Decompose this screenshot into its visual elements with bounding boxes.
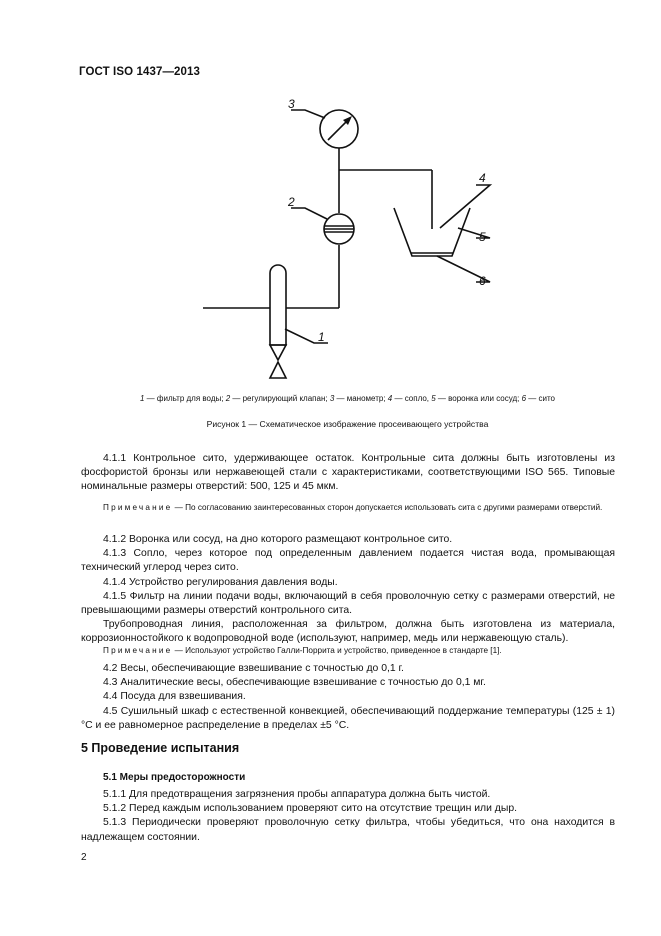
paragraphs-5-1: [81, 788, 615, 845]
leader-3: [291, 110, 325, 118]
section-5-1-heading: 5.1 Меры предосторожности: [103, 772, 246, 783]
paragraph-4-1-1: 4.1.1 Контрольное сито, удерживающее остаток. Контрольные сита должны быть изготовлены из фосфористой бронзы или нержавеющей стали с характеристиками, соответствующими ISO 565. Типовые номинальные размеры отверстий: 500, 125 и 45 мкм.: [81, 453, 615, 493]
label-3: 3: [288, 97, 295, 111]
apparatus-diagram: [0, 0, 661, 390]
paragraph-5-1-2: 5.1.2 Перед каждым использованием проверяют сито на отсутствие трещин или дыр.: [103, 803, 517, 815]
paragraphs-4-2-to-4-5: [81, 662, 615, 733]
leader-2: [291, 208, 327, 219]
paragraphs-4-1-2-to-4-1-5: [81, 533, 615, 647]
paragraph-4-1-5: 4.1.5 Фильтр на линии подачи воды, включающий в себя проволочную сетку с размерами отверстий, не превышающими размеры отверстий контрольного сита.: [81, 590, 615, 617]
label-1: 1: [318, 330, 325, 344]
label-5: 5: [479, 230, 486, 244]
page-number: 2: [81, 852, 87, 863]
note-1: Примечание — По согласованию заинтересованных сторон допускается использовать сита с другими размерами отверстий.: [103, 503, 603, 512]
paragraph-4-2: 4.2 Весы, обеспечивающие взвешивание с точностью до 0,1 г.: [103, 663, 404, 674]
document-header: ГОСТ ISO 1437—2013: [79, 66, 201, 78]
paragraph-4-3: 4.3 Аналитические весы, обеспечивающие взвешивание с точностью до 0,1 мг.: [103, 677, 486, 689]
paragraph-4-1-3: 4.1.3 Сопло, через которое под определенным давлением подается чистая вода, промывающая технический углерод через сито.: [81, 548, 615, 574]
figure-caption: Рисунок 1 — Схематическое изображение просеивающего устройства: [206, 419, 489, 429]
paragraph-5-1-1: 5.1.1 Для предотвращения загрязнения пробы аппаратура должна быть чистой.: [103, 789, 491, 800]
paragraph-5-1-3: 5.1.3 Периодически проверяют проволочную сетку фильтра, чтобы убедиться, что она находится в надлежащем состоянии.: [81, 817, 615, 843]
label-4: 4: [479, 171, 486, 185]
label-2: 2: [288, 195, 295, 209]
drain-valve-bottom: [270, 362, 286, 378]
note-2: Примечание — Используют устройство Галли-Поррита и устройство, приведенное в стандарте [1].: [103, 646, 502, 655]
water-filter: [270, 265, 286, 345]
figure-legend: 1 — фильтр для воды; 2 — регулирующий клапан; 3 — манометр; 4 — сопло, 5 — воронка или сосуд; 6 — сито: [140, 394, 555, 403]
paragraph-4-5: 4.5 Сушильный шкаф с естественной конвекцией, обеспечивающий поддержание температуры (125 ± 1) °С и ее равномерное распределение в пределах ±5 °С.: [81, 705, 615, 731]
section-5-heading: 5 Проведение испытания: [81, 741, 240, 755]
drain-valve-top: [270, 345, 286, 360]
paragraph-pipeline: Трубопроводная линия, расположенная за фильтром, должна быть изготовлена из материала, коррозионностойкого к водопроводной воде (используют, например, медь или нержавеющую сталь).: [81, 619, 615, 645]
label-6: 6: [479, 274, 486, 288]
paragraph-4-1-4: 4.1.4 Устройство регулирования давления воды.: [103, 576, 338, 588]
paragraph-4-4: 4.4 Посуда для взвешивания.: [103, 691, 246, 703]
paragraph-4-1-2: 4.1.2 Воронка или сосуд, на дно которого размещают контрольное сито.: [103, 534, 453, 545]
